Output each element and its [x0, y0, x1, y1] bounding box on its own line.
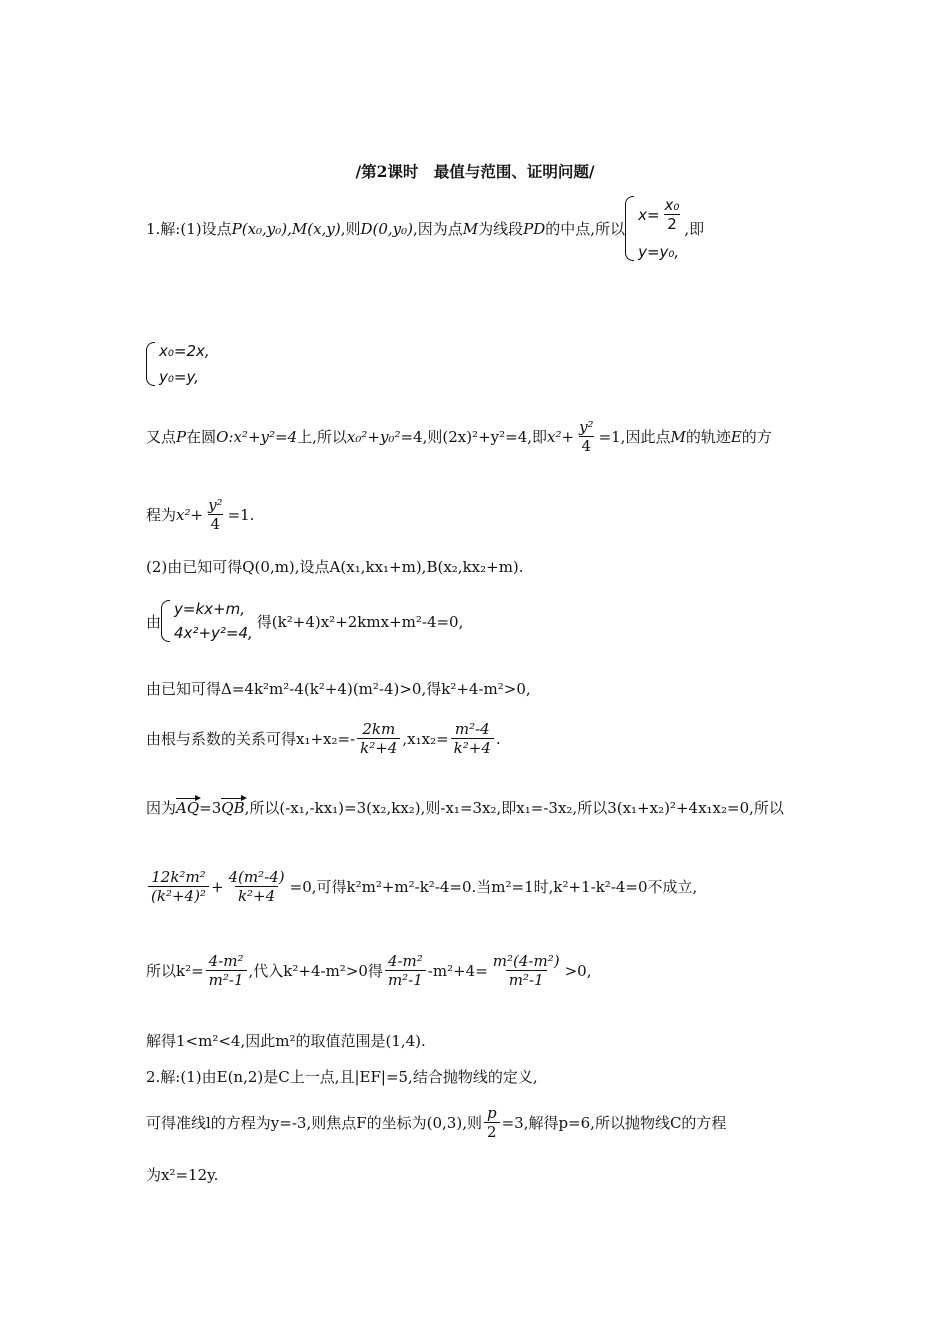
paragraph-parabola-equation: 为x²=12y. — [146, 1166, 219, 1184]
text: ,即 — [684, 220, 705, 238]
math-pd: PD — [523, 219, 546, 238]
paragraph-part2: (2)由已知可得Q(0,m),设点A(x₁,kx₁+m),B(x₂,kx₂+m). — [146, 558, 524, 576]
math-m: M — [462, 219, 479, 238]
equation-system-1: x= $\frac{\text{x₀}}{2}$ y=y₀, — [625, 196, 684, 261]
paragraph-trajectory: 程为 x²+ $\frac{\text{y²}}{4}$ =1. — [146, 496, 255, 533]
paragraph-circle: 又点 P 在圆 O:x²+y²=4 上,所以 x₀²+y₀² =4,则(2x)²+y²=4,即 x²+ $\frac{\text{y²}}{4}$ =1,因此点 M 的轨迹 E 的方 — [146, 418, 772, 455]
paragraph-vector: 因为 AQ =3 QB ,所以(-x₁,-kx₁)=3(x₂,kx₂),则-x₁=3x₂,即x₁=-3x₂,所以3(x₁+x₂)²+4x₁x₂=0,所以 — [146, 798, 784, 817]
vector-aq: AQ — [176, 798, 200, 817]
paragraph-system-3: 由 y=kx+m, 4x²+y²=4, 得(k²+4)x²+2kmx+m²-4=0, — [146, 600, 464, 642]
paragraph-discriminant: 由已知可得Δ=4k²m²-4(k²+4)(m²-4)>0,得k²+4-m²>0, — [146, 680, 531, 698]
vector-qb: QB — [221, 798, 245, 817]
problem-1-intro — [146, 196, 704, 261]
paragraph-equation: $\frac{\text{12k²m²}}{\text{(k²+4)²}}$ + $\frac{\text{4(m²-4)}}{\text{k²+4}}$ =0,可得k²m²+m²-k²-4=0.当m²=1时,k²+1-k²-4=0不成立, — [146, 868, 697, 905]
text: 1.解:(1)设点 — [146, 220, 232, 238]
paragraph-vieta: 由根与系数的关系可得x₁+x₂=- $\frac{2km}{\text{k²+4}}$ ,x₁x₂= $\frac{\text{m²-4}}{\text{k²+4}}$ . — [146, 720, 501, 757]
paragraph-k-squared: 所以k²= $\frac{\text{4-m²}}{\text{m²-1}}$ ,代入k²+4-m²>0得 $\frac{\text{4-m²}}{\text{m²-1}}$ -m²+4= $\frac{\text{m²(4-m²)}}{\text{m²-1}}$ >0, — [146, 952, 592, 989]
math-points: P(x₀,y₀),M(x,y) — [231, 219, 341, 238]
paragraph-range: 解得1<m²<4,因此m²的取值范围是(1,4). — [146, 1032, 426, 1050]
page-title: /第2课时 最值与范围、证明问题/ — [355, 162, 595, 181]
paragraph-parabola: 可得准线l的方程为y=-3,则焦点F的坐标为(0,3),则 $\frac{p}{2}$ =3,解得p=6,所以抛物线C的方程 — [146, 1104, 727, 1141]
problem-2-intro: 2.解:(1)由E(n,2)是C上一点,且|EF|=5,结合抛物线的定义, — [146, 1068, 538, 1086]
math-point-d: D(0,y₀) — [360, 219, 413, 238]
text: 的中点,所以 — [545, 220, 626, 238]
equation-system-2: x₀=2x, y₀=y, — [146, 342, 210, 386]
text: ,则 — [340, 220, 361, 238]
text: 为线段 — [478, 220, 524, 238]
text: ,因为点 — [413, 220, 463, 238]
